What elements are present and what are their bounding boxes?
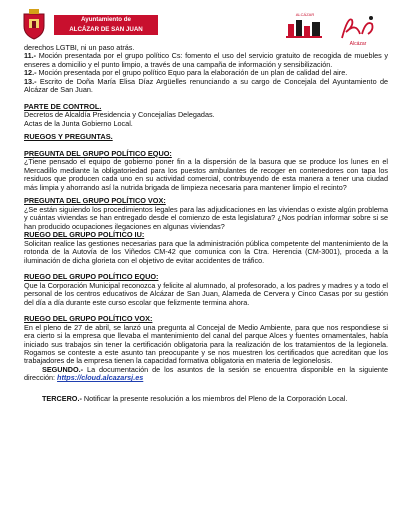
vox-question-heading: PREGUNTA DEL GRUPO POLÍTICO VOX: bbox=[24, 196, 166, 206]
vox-request-text: En el pleno de 27 de abril, se lanzó una pregunta al Concejal de Medio Ambiente, para que nos respondiese si era cierto si la empresa que llevaba el mantenimiento del canal del parque Alces y fuentes ornamentales, había iniciado sus trabajos sin tener la certificación obligatoria para la realización de los tratamientos de la legionela. Rogamos se conteste a este asunto tan preocupante y se nos muestren los certificados que acreditan que los trabajadores de la empresa tienen la capacidad formativa obligatoria en materia de legionelosis. bbox=[24, 322, 388, 366]
brand-line-1: Ayuntamiento de bbox=[81, 16, 131, 23]
segundo-paragraph bbox=[24, 366, 388, 383]
equo-question-text: ¿Tiene pensado el equipo de gobierno poner fin a la dispersión de la basura que se produce los lunes en el Mercadillo mediante la obligatoriedad para los puestos ambulantes de recoger en contenedores con tapa los residuos que producen cada uno en su actividad comercial, contribuyendo de esta manera a tener una ciudad más limpia y ahorrando así la nutrida brigada de limpieza necesaria para mantener limpio el recinto? bbox=[24, 157, 388, 192]
ruegos-heading: RUEGOS Y PREGUNTAS. bbox=[24, 132, 113, 142]
coat-of-arms-logo bbox=[20, 8, 48, 40]
actas-line: Actas de la Junta Gobierno Local. bbox=[24, 118, 133, 128]
equo-request-heading: RUEGO DEL GRUPO POLÍTICO EQUO: bbox=[24, 272, 159, 282]
agenda-item-13-text: Escrito de Doña María Elisa Díaz Argüelles renunciando a su cargo de Concejala del Ayuntamiento de Alcázar de San Juan. bbox=[24, 76, 389, 95]
brand-line-2: ALCÁZAR DE SAN JUAN bbox=[69, 26, 143, 33]
tercero-label: TERCERO.- bbox=[42, 393, 82, 403]
iu-request-heading: RUEGO DEL GRUPO POLÍTICO IU: bbox=[24, 230, 145, 240]
tercero-text: Notificar la presente resolución a los miembros del Pleno de la Corporación Local. bbox=[83, 393, 348, 403]
brand-label bbox=[54, 15, 158, 35]
alcazar-logo-text: Alcázar bbox=[349, 41, 367, 47]
cloud-link[interactable]: https://cloud.alcazarsj.es bbox=[57, 373, 144, 383]
agenda-item-12-text: Moción presentada por el grupo político Equo para la elaboración de un plan de calidad del aire. bbox=[38, 68, 348, 78]
equo-question-heading: PREGUNTA DEL GRUPO POLÍTICO EQUO: bbox=[24, 148, 172, 158]
decretos-line: Decretos de Alcaldía Presidencia y Concejalías Delegadas. bbox=[24, 110, 215, 120]
iu-request-text: Solicitan realice las gestiones necesarias para que la administración pública competente del mantenimiento de la rotonda de la Autovía de los Viñedos CM-42 que comunica con la Ctra. Herencia (CM-3001), proceda a la iluminación de dicha glorieta con el objetivo de evitar accidentes de tráfico. bbox=[24, 238, 388, 265]
ciudad-logo-text: ALCÁZAR bbox=[295, 12, 315, 17]
segundo-label: SEGUNDO.- bbox=[42, 364, 84, 374]
tercero-paragraph bbox=[24, 395, 388, 403]
ciudad-logo bbox=[282, 12, 328, 40]
document-body bbox=[24, 44, 388, 408]
vox-request-heading: RUEGO DEL GRUPO POLÍTICO VOX: bbox=[24, 314, 153, 324]
agenda-item-13 bbox=[24, 78, 388, 95]
equo-request-text: Que la Corporación Municipal reconozca y felicite al alumnado, al profesorado, a los padres y madres y a todo el personal de los centros educativos de Alcázar de San Juan, Alameda de Cervera y Cinco Casas por su gestión del día a día durante este curso escolar que felizmente termina ahora. bbox=[24, 280, 388, 307]
vox-question-text: ¿Se están siguiendo los procedimientos legales para las adjudicaciones en las viviendas o existe algún problema y cuántas viviendas se han entregado desde el comienzo de esta legislatura? ¿Nos podrían informar sobre si se han producido ocupaciones ilegaciones en algunas viviendas? bbox=[24, 204, 388, 231]
agenda-item-11-text: Moción presentada por el grupo político Cs: fomento el uso del servicio gratuito de recogida de muebles y enseres a domicilio y el punto limpio, a través de una campaña de información y sensibilización. bbox=[24, 51, 388, 69]
alcazar-script-logo bbox=[338, 12, 378, 47]
parte-control-heading: PARTE DE CONTROL. bbox=[24, 101, 102, 111]
agenda-item-12-number: 12.- bbox=[24, 68, 37, 78]
continued-text: derechos LGTBI, ni un paso atrás. bbox=[24, 43, 135, 52]
agenda-item-11-number: 11.- bbox=[24, 51, 37, 61]
agenda-item-11 bbox=[24, 52, 388, 69]
segundo-text: La documentación de los asuntos de la sesión se encuentra disponible en la siguiente dirección: bbox=[24, 364, 389, 383]
agenda-item-13-number: 13.- bbox=[24, 76, 37, 86]
